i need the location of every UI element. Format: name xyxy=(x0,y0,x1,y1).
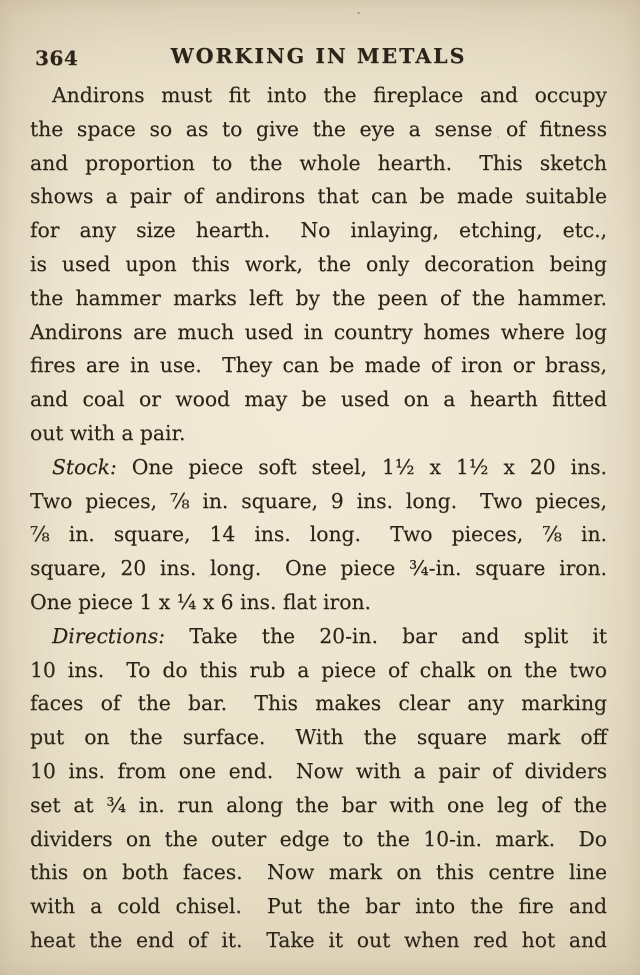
text-line: put on the surface. With the square mark off xyxy=(30,725,607,750)
text-line: fires are in use. They can be made of iron or brass, xyxy=(30,353,607,378)
text-line: 10 ins. To do this rub a piece of chalk on the two xyxy=(30,657,607,682)
text-line: Two pieces, ⅞ in. square, 9 ins. long. Two pieces, xyxy=(30,488,607,513)
paragraph-intro xyxy=(30,79,607,451)
text-line: Stock: One piece soft steel, 1½ x 1½ x 20 ins. xyxy=(52,454,607,479)
text-line: heat the end of it. Take it out when red hot and xyxy=(30,927,607,952)
text-line: for any size hearth. No inlaying, etching, etc., xyxy=(30,218,607,243)
text-line: set at ¾ in. run along the bar with one leg of the xyxy=(30,792,607,817)
text-line: with a cold chisel. Put the bar into the fire and xyxy=(30,894,607,919)
text-line: faces of the bar. This makes clear any marking xyxy=(30,691,607,716)
paragraph-directions xyxy=(30,620,607,958)
text-block xyxy=(30,79,607,958)
page-number: 364 xyxy=(35,46,79,70)
text-line: shows a pair of andirons that can be made suitable xyxy=(30,184,607,209)
text-line: this on both faces. Now mark on this centre line xyxy=(30,860,607,885)
page-header xyxy=(30,44,607,72)
text-line: Andirons must fit into the fireplace and occupy xyxy=(52,83,607,107)
text-line: One piece 1 x ¼ x 6 ins. flat iron. xyxy=(30,589,371,614)
italic-lead: Directions: xyxy=(52,623,165,648)
text-line: is used upon this work, the only decoration being xyxy=(30,251,607,276)
text-line: and proportion to the whole hearth. This sketch xyxy=(30,150,607,175)
text-line: 10 ins. from one end. Now with a pair of dividers xyxy=(30,758,607,783)
running-title: WORKING IN METALS xyxy=(170,44,467,68)
text-line: the space so as to give the eye a sense of fitness xyxy=(30,116,607,141)
text-line: square, 20 ins. long. One piece ¾-in. square iron. xyxy=(30,556,607,581)
paper-speck xyxy=(357,12,360,14)
text-line: the hammer marks left by the peen of the hammer. xyxy=(30,285,607,310)
text-line: Directions: Take the 20-in. bar and split it xyxy=(52,623,607,648)
text-line: and coal or wood may be used on a hearth fitted xyxy=(30,387,607,412)
text-line: dividers on the outer edge to the 10-in. mark. Do xyxy=(30,826,607,851)
text-line: ⅞ in. square, 14 ins. long. Two pieces, ⅞ in. xyxy=(30,522,607,547)
paragraph-stock xyxy=(30,451,607,620)
italic-lead: Stock: xyxy=(52,454,117,479)
text-line: out with a pair. xyxy=(30,420,186,445)
text-line: Andirons are much used in country homes where log xyxy=(30,319,607,344)
